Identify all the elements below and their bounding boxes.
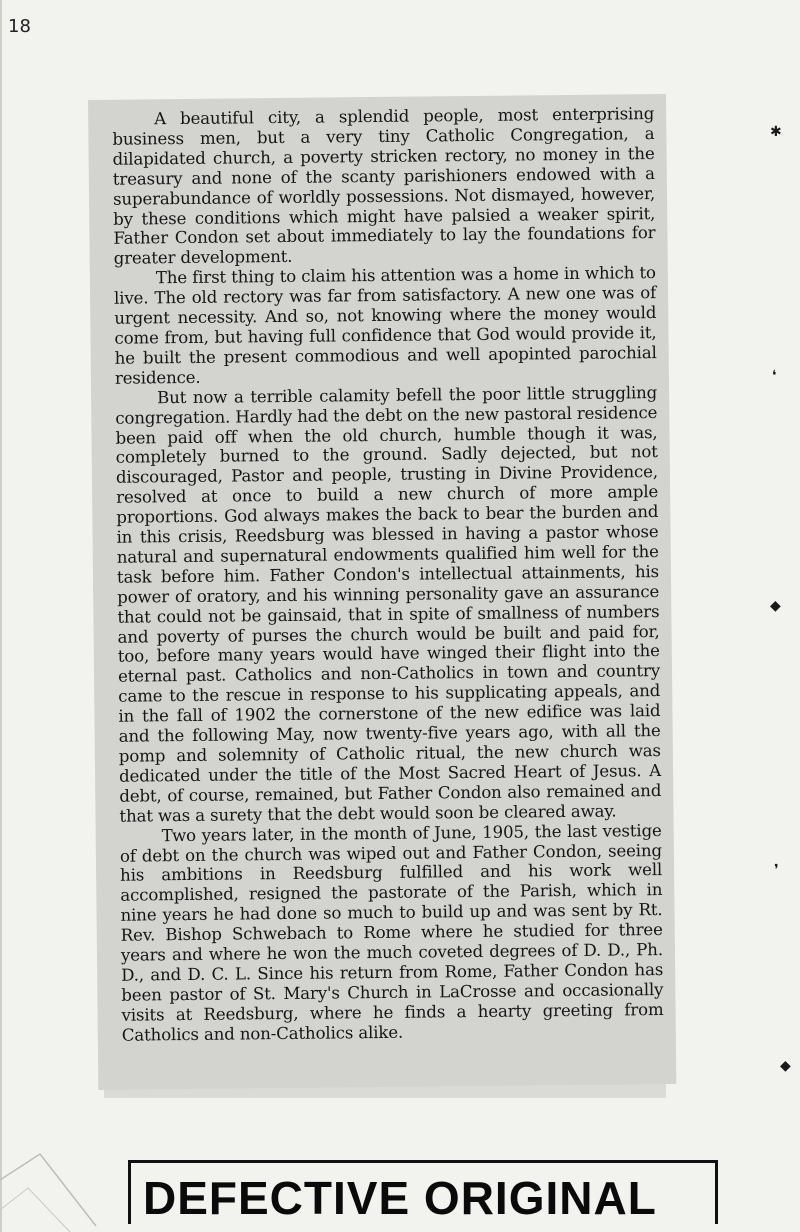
defective-original-stamp — [128, 1160, 718, 1224]
article-paragraph-4: Two years later, in the month of June, 1905, the last vestige of debt on the church was wiped out and Father Condon, seeing his ambitions in Reedsburg fulfilled and his work well accomplished, resigned the pastorate of the Parish, which in nine years he had done so much to build up and was sent by Rt. Rev. Bishop Schwebach to Rome where he studied for three years and where he won the much coveted degrees of D. D., Ph. D., and D. C. L. Since his return from Rome, Father Condon has been pastor of St. Mary's Church in LaCrosse and occasionally visits at Reedsburg, where he finds a hearty greeting from Catholics and non-Catholics alike. — [119, 820, 664, 1045]
article-paragraph-1: A beautiful city, a splendid people, most enterprising business men, but a very tiny Catholic Congregation, a dilapidated church, a poverty stricken rectory, no money in the treasury and none of the scanty parishioners endowed with a superabundance of worldly possessions. Not dismayed, however, by these conditions which might have palsied a weaker spirit, Father Condon set about immediately to lay the foundations for greater development. — [112, 104, 656, 269]
margin-speck-icon: ◆ — [780, 1058, 791, 1074]
article-paragraph-2: The first thing to claim his attention was a home in which to live. The old rectory was far from satisfactory. A new one was of urgent necessity. And so, not knowing where the money would come from, but having full confidence that God would provide it, he built the present commodious and well apopinted parochial residence. — [113, 263, 657, 388]
margin-speck-icon: ◆ — [770, 598, 781, 614]
page-corner-fold — [0, 1150, 100, 1232]
page-number: 18 — [8, 16, 31, 37]
margin-speck-icon: ❛ — [772, 368, 777, 384]
article-paragraph-3: But now a terrible calamity befell the poor little struggling congregation. Hardly had the debt on the new pastoral residence been paid off when the old church, humble though it was, completely burned to the ground. Sadly dejected, but not discouraged, Pastor and people, trusting in Divine Providence, resolved at once to build a new church of more ample proportions. God always makes the back to bear the burden and in this crisis, Reedsburg was blessed in having a pastor whose natural and supernatural endowments qualified him well for the task before him. Father Condon's intellectual attainments, his power of oratory, and his winning personality gave an assurance that could not be gainsaid, that in spite of smallness of numbers and poverty of purses the church would be built and paid for, too, before many years would have winged their flight into the eternal past. Catholics and non-Catholics in town and country came to the rescue in response to his supplicating appeals, and in the fall of 1902 the cornerstone of the new edifice was laid and the following May, now twenty-five years ago, with all the pomp and solemnity of Catholic ritual, the new church was dedicated under the title of the Most Sacred Heart of Jesus. A debt, of course, remained, but Father Condon also remained and that was a surety that the debt would soon be cleared away. — [115, 382, 662, 826]
stamp-text: DEFECTIVE ORIGINAL — [143, 1172, 657, 1224]
newspaper-clipping — [88, 94, 676, 1090]
margin-speck-icon: ✱ — [770, 124, 782, 140]
margin-speck-icon: ❜ — [774, 862, 779, 878]
page-edge — [0, 0, 2, 1232]
